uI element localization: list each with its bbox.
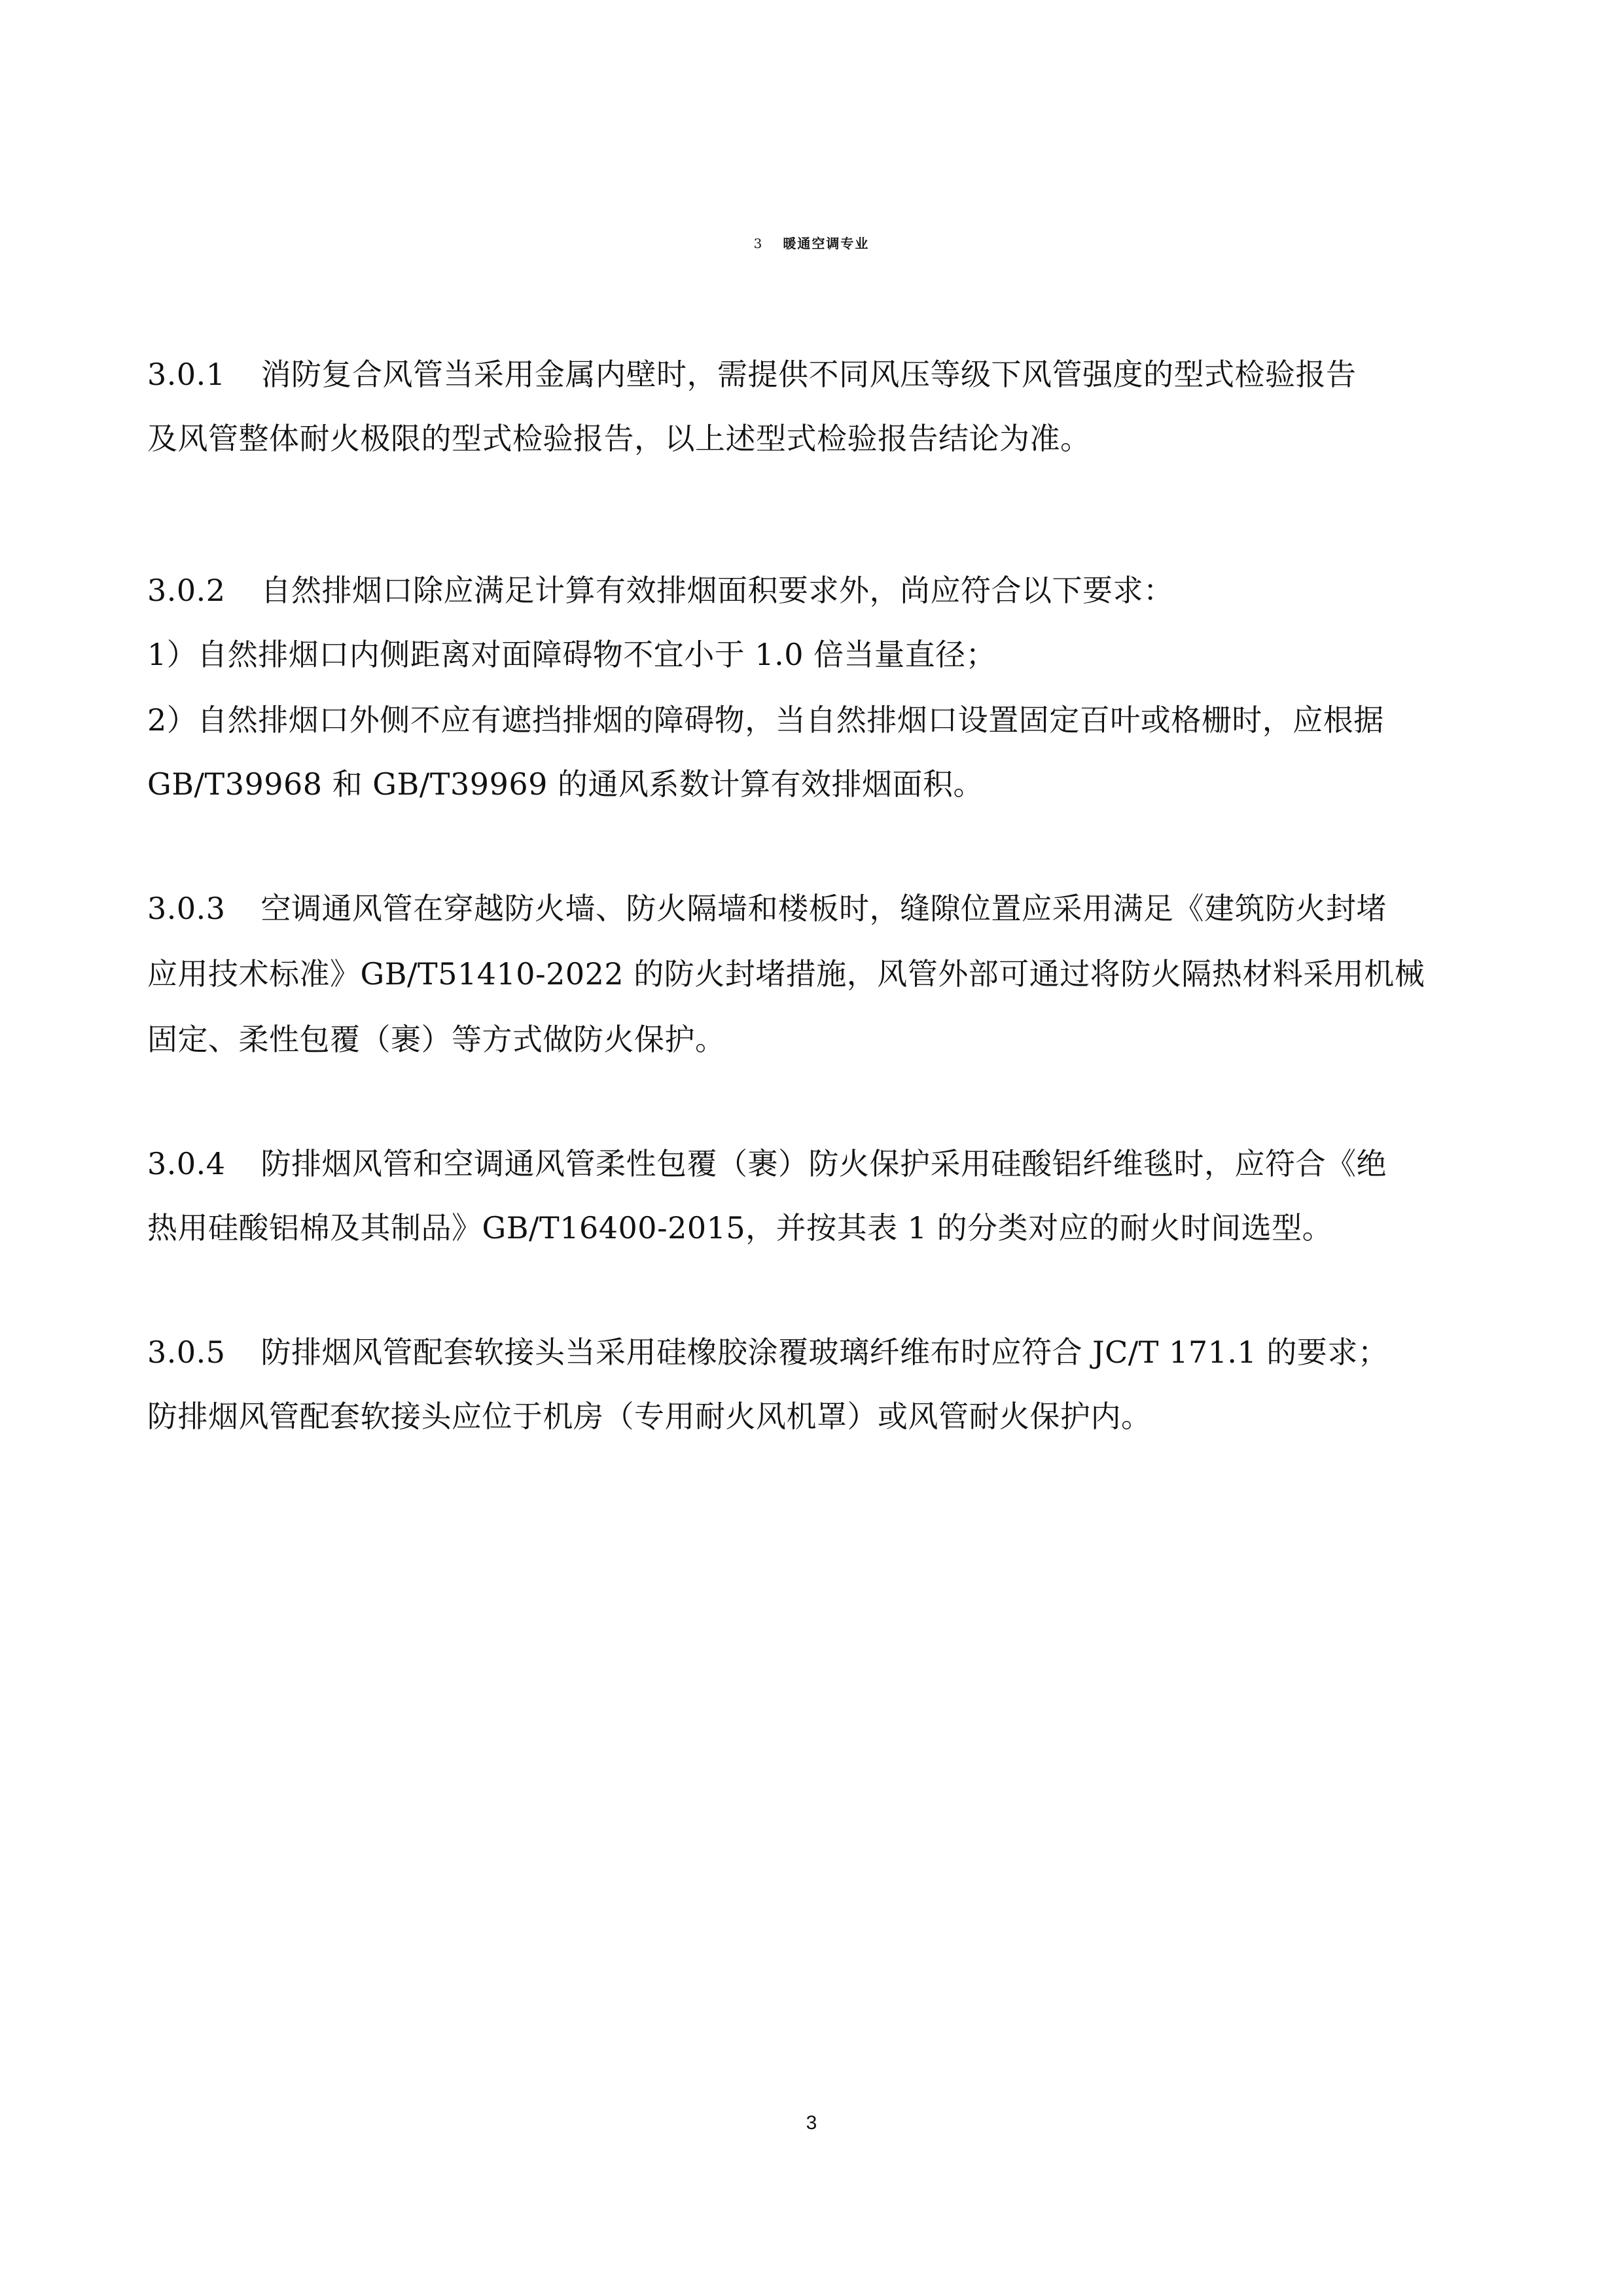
clause-text: 防排烟风管配套软接头当采用硅橡胶涂覆玻璃纤维布时应符合 JC/T 171.1 的要求； <box>260 1335 1389 1370</box>
clause-text: 自然排烟口除应满足计算有效排烟面积要求外，尚应符合以下要求： <box>260 573 1174 608</box>
clause-text: 防排烟风管和空调通风管柔性包覆（裹）防火保护采用硅酸铝纤维毯时，应符合《绝 <box>260 1146 1387 1181</box>
section-number: 3 <box>753 236 764 251</box>
section-title-text: 暖通空调专业 <box>783 236 870 251</box>
clause-3-0-5-line-2: 防排烟风管配套软接头应位于机房（专用耐火风机罩）或风管耐火保护内。 <box>147 1399 1152 1434</box>
clause-number: 3.0.2 <box>147 573 226 608</box>
page-number: 3 <box>806 2112 817 2134</box>
clause-number: 3.0.3 <box>147 891 226 926</box>
clause-3-0-3-line-2: 应用技术标准》GB/T51410-2022 的防火封堵措施，风管外部可通过将防火隔热材料采用机械 <box>147 956 1425 992</box>
clause-3-0-5-line-1 <box>147 1326 1388 1378</box>
clause-3-0-1-line-2: 及风管整体耐火极限的型式检验报告，以上述型式检验报告结论为准。 <box>147 421 1091 456</box>
clause-3-0-1-line-1 <box>147 348 1357 401</box>
clause-number: 3.0.4 <box>147 1146 226 1181</box>
clause-3-0-4-line-2: 热用硅酸铝棉及其制品》GB/T16400-2015，并按其表 1 的分类对应的耐火时间选型。 <box>147 1210 1333 1246</box>
clause-3-0-2-line-1 <box>147 564 1174 617</box>
clause-3-0-2-line-4: GB/T39968 和 GB/T39969 的通风系数计算有效排烟面积。 <box>147 766 984 802</box>
clause-number: 3.0.1 <box>147 357 226 392</box>
clause-3-0-2-line-3: 2）自然排烟口外侧不应有遮挡排烟的障碍物，当自然排烟口设置固定百叶或格栅时，应根据 <box>147 702 1384 738</box>
clause-3-0-4-line-1 <box>147 1138 1387 1190</box>
clause-text: 空调通风管在穿越防火墙、防火隔墙和楼板时，缝隙位置应采用满足《建筑防火封堵 <box>260 891 1387 926</box>
clause-text: 消防复合风管当采用金属内壁时，需提供不同风压等级下风管强度的型式检验报告 <box>260 357 1357 392</box>
clause-number: 3.0.5 <box>147 1335 226 1370</box>
clause-3-0-2-line-2: 1）自然排烟口内侧距离对面障碍物不宜小于 1.0 倍当量直径； <box>147 637 997 672</box>
clause-3-0-3-line-1 <box>147 882 1387 935</box>
clause-3-0-3-line-3: 固定、柔性包覆（裹）等方式做防火保护。 <box>147 1022 726 1057</box>
section-title <box>0 211 1623 276</box>
